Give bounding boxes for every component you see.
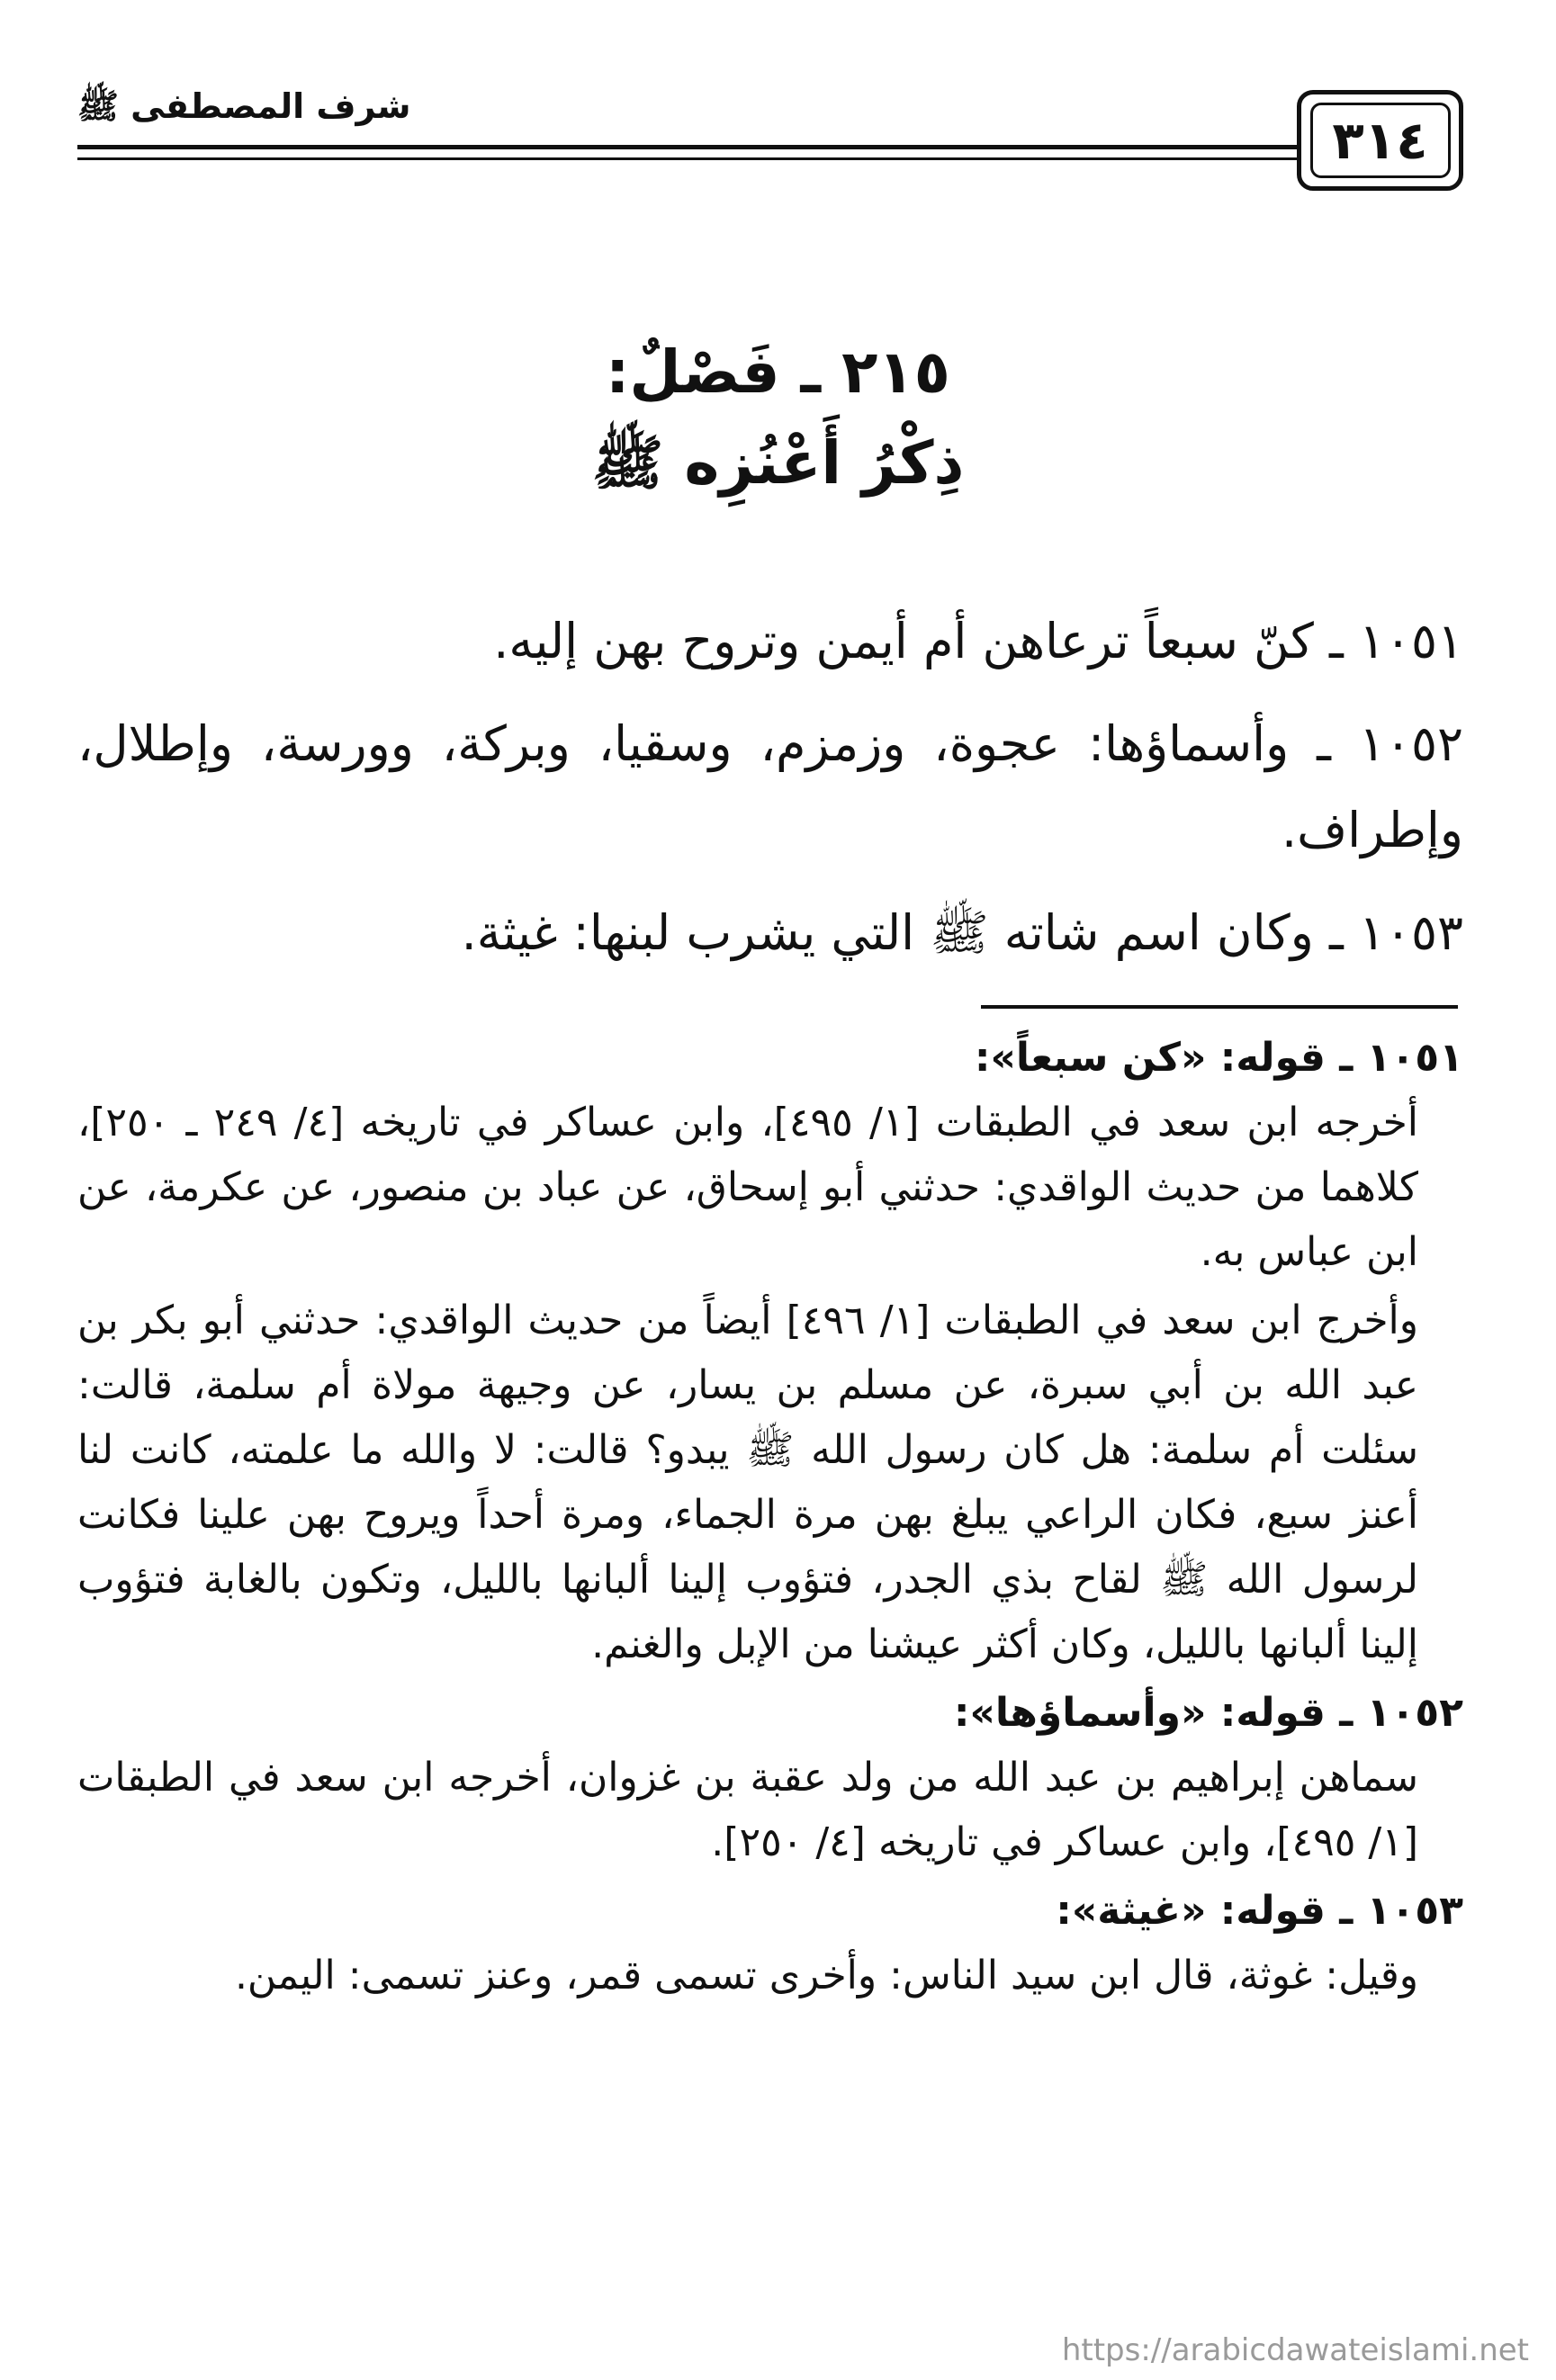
footnote-divider <box>981 1005 1458 1009</box>
footnote-heading: ١٠٥٣ ـ قوله: «غيثة»: <box>1056 1888 1463 1934</box>
main-paragraph: ١٠٥٢ ـ وأسماؤها: عجوة، وزمزم، وسقيا، وبركة، وورسة، وإطلال، وإطراف. <box>77 715 1463 858</box>
header-rule-thin <box>77 157 1463 160</box>
footnote <box>77 1879 1463 2008</box>
footnote <box>77 1026 1463 1677</box>
page-number: ٣١٤ <box>1310 103 1451 178</box>
footnote-text: أخرجه ابن سعد في الطبقات [١/ ٤٩٥]، وابن عساكر في تاريخه [٤/ ٢٤٩ ـ ٢٥٠]، كلاهما من حديث الواقدي: حدثني أبو إسحاق، عن عباد بن منصور، عن عكرمة، عن ابن عباس به. <box>77 1100 1418 1275</box>
section-title: ٢١٥ ـ فَصْلٌ: <box>606 337 950 407</box>
footnote-text: سماهن إبراهيم بن عبد الله من ولد عقبة بن غزوان، أخرجه ابن سعد في الطبقات [١/ ٤٩٥]، وابن عساكر في تاريخه [٤/ ٢٥٠]. <box>77 1755 1418 1865</box>
main-text <box>77 598 1463 992</box>
main-paragraph: ١٠٥٣ ـ وكان اسم شاته ﷺ التي يشرب لبنها: غيثة. <box>461 904 1463 961</box>
page-number-box <box>1297 90 1463 191</box>
footnotes <box>77 1026 1463 2012</box>
page-header <box>77 85 1463 193</box>
main-paragraph: ١٠٥١ ـ كنّ سبعاً ترعاهن أم أيمن وتروح بهن إليه. <box>493 613 1463 669</box>
footnote-heading: ١٠٥١ ـ قوله: «كن سبعاً»: <box>974 1035 1463 1081</box>
watermark-url: https://arabicdawateislami.net <box>1061 2332 1529 2368</box>
header-rule <box>77 145 1463 149</box>
running-title: شرف المصطفى ﷺ <box>77 86 411 126</box>
section-subtitle: ذِكْرُ أَعْنُزِه ﷺ <box>591 428 965 498</box>
footnote-text: وأخرج ابن سعد في الطبقات [١/ ٤٩٦] أيضاً من حديث الواقدي: حدثني أبو بكر بن عبد الله بن أبي سبرة، عن مسلم بن يسار، عن وجيهة مولاة أم سلمة، قالت: سئلت أم سلمة: هل كان رسول الله ﷺ يبدو؟ قالت: لا والله ما علمته، كانت لنا أعنز سبع، فكان الراعي يبلغ بهن مرة الجماء، ومرة أحداً ويروح بهن علينا فكانت لرسول الله ﷺ لقاح بذي الجدر، فتؤوب إلينا ألبانها بالليل، وتكون بالغابة فتؤوب إلينا ألبانها بالليل، وكان أكثر عيشنا من الإبل والغنم. <box>77 1298 1418 1667</box>
footnote-text: وقيل: غوثة، قال ابن سيد الناس: وأخرى تسمى قمر، وعنز تسمى: اليمن. <box>234 1953 1418 1998</box>
footnote <box>77 1681 1463 1875</box>
footnote-heading: ١٠٥٢ ـ قوله: «وأسماؤها»: <box>953 1690 1463 1736</box>
